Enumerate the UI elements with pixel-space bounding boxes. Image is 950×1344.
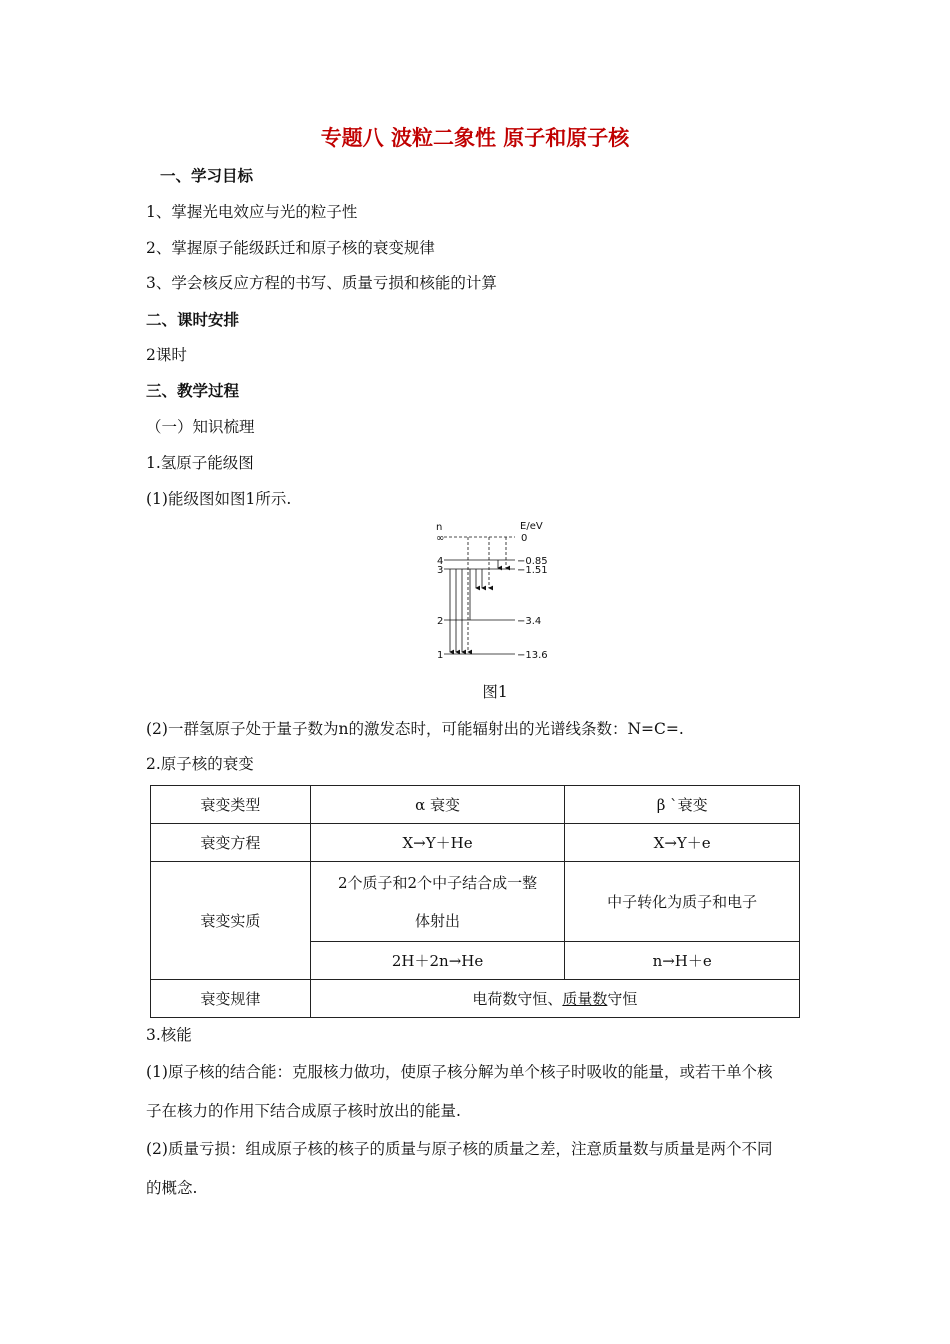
table-cell: 中子转化为质子和电子 [565,862,800,942]
level-e-label: −13.6 [517,650,548,661]
cell-line: 2个质子和2个中子结合成一整 [338,873,538,892]
law-text: 电荷数守恒、 [472,990,563,1008]
table-cell: X→Y＋He [310,824,565,862]
table-cell [310,980,799,1018]
nuclear-paragraph: (2)质量亏损：组成原子核的核子的质量与原子核的质量之差，注意质量数与质量是两个不同 [146,1140,773,1158]
table-cell: α 衰变 [310,786,565,824]
decay-table [150,785,800,1018]
figure-caption: 图1 [482,683,508,701]
law-text: 守恒 [607,990,638,1008]
hydrogen-heading: 1.氢原子能级图 [146,454,254,472]
level-n-label: 4 [437,556,444,567]
nuclear-paragraph: (1)原子核的结合能：克服核力做功，使原子核分解为单个核子时吸收的能量，或若干单个核 [146,1063,773,1081]
schedule-text: 2课时 [146,346,187,364]
table-cell: 2H＋2n→He [310,942,565,980]
level-e-label: −1.51 [517,565,548,576]
cell-line: 体射出 [415,911,461,930]
subsection-heading: （一）知识梳理 [146,418,255,436]
page-title: 专题八 波粒二象性 原子和原子核 [320,126,630,150]
axis-e-label: E/eV [520,521,543,532]
level-n-label: 1 [437,650,444,661]
section-heading-goals: 一、学习目标 [160,167,254,185]
table-row [151,862,800,942]
level-e-label: 0 [521,533,528,544]
level-e-label: −0.85 [517,556,548,567]
nuclear-heading: 3.核能 [146,1026,192,1044]
nuclear-paragraph: 子在核力的作用下结合成原子核时放出的能量. [146,1102,461,1120]
table-cell: β `衰变 [565,786,800,824]
hydrogen-paragraph-2: (2)一群氢原子处于量子数为n的激发态时，可能辐射出的光谱线条数：N=C=. [146,720,684,738]
level-n-label: 2 [437,616,444,627]
table-cell: 衰变实质 [151,862,311,980]
decay-heading: 2.原子核的衰变 [146,755,254,773]
table-row [151,980,800,1018]
table-cell: 衰变方程 [151,824,311,862]
axis-n-label: n [436,522,443,533]
table-cell: X→Y＋e [565,824,800,862]
level-n-label: ∞ [436,533,445,544]
table-cell [310,862,565,942]
goal-item: 1、掌握光电效应与光的粒子性 [146,203,358,221]
section-heading-schedule: 二、课时安排 [146,311,240,329]
level-e-label: −3.4 [517,616,542,627]
section-heading-process: 三、教学过程 [146,382,240,400]
goal-item: 2、掌握原子能级跃迁和原子核的衰变规律 [146,239,435,257]
table-cell: 衰变规律 [151,980,311,1018]
table-row [151,824,800,862]
table-row [151,786,800,824]
level-n-label: 3 [437,565,444,576]
nuclear-paragraph: 的概念. [146,1179,198,1197]
table-cell: n→H＋e [565,942,800,980]
law-underlined: 质量数 [562,990,608,1008]
goal-item: 3、学会核反应方程的书写、质量亏损和核能的计算 [146,274,497,292]
table-cell: 衰变类型 [151,786,311,824]
hydrogen-paragraph-1: (1)能级图如图1所示. [146,490,292,508]
energy-level-diagram [410,518,570,668]
